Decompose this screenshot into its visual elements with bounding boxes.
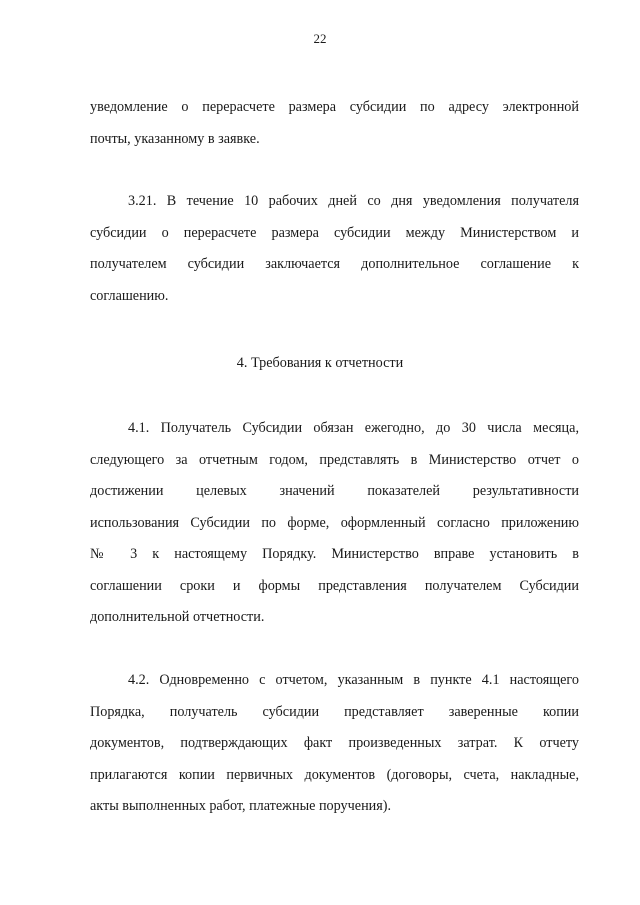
text-line: следующего за отчетным годом, представлять в Министерство отчет о [90,451,579,468]
text-line: 4.2. Одновременно с отчетом, указанным в пункте 4.1 настоящего [128,672,579,688]
text-line: соглашении сроки и формы представления получателем Субсидии [90,577,579,594]
text-line: № 3 к настоящему Порядку. Министерство вправе установить в [90,546,579,562]
paragraph-4-1 [90,413,579,634]
text-line: дополнительной отчетности. [90,609,265,625]
text-line: достижении целевых значений показателей результативности [90,483,579,499]
paragraph-continuation [90,92,579,155]
text-line: получателем субсидии заключается дополнительное соглашение к [90,256,579,272]
text-line: 4.1. Получатель Субсидии обязан ежегодно, до 30 числа месяца, [128,420,579,436]
paragraph-4-2 [90,665,579,823]
text-line: соглашению. [90,287,169,304]
text-line: использования Субсидии по форме, оформленный согласно приложению [90,514,579,531]
text-line: документов, подтверждающих факт произведенных затрат. К отчету [90,735,579,751]
text-line: почты, указанному в заявке. [90,130,260,147]
page-number: 22 [313,31,327,46]
text-line: 3.21. В течение 10 рабочих дней со дня уведомления получателя [128,193,579,209]
text-line: прилагаются копии первичных документов (договоры, счета, накладные, [90,766,579,783]
text-line: субсидии о перерасчете размера субсидии между Министерством и [90,224,579,241]
text-line: Порядка, получатель субсидии представляет заверенные копии [90,703,579,720]
paragraph-3-21 [90,186,579,312]
section-heading: 4. Требования к отчетности [236,355,404,371]
text-line: уведомление о перерасчете размера субсидии по адресу электронной [90,99,579,115]
text-line: акты выполненных работ, платежные поручения). [90,798,392,814]
